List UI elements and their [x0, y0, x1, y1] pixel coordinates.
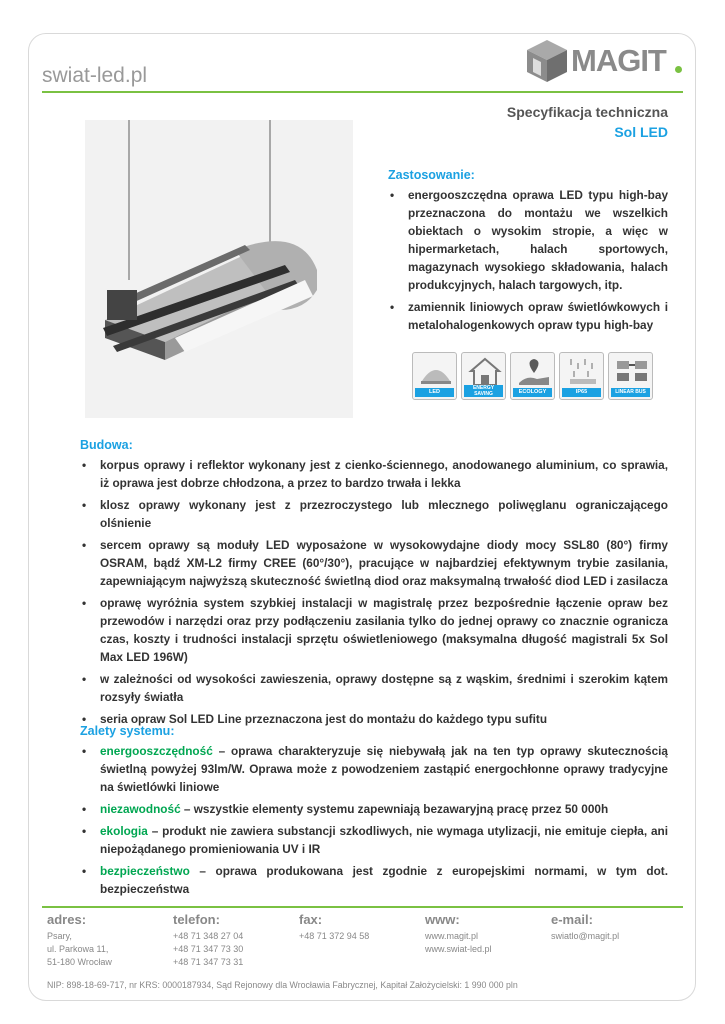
website-link[interactable]: www.magit.pl: [425, 931, 479, 941]
item-text: – oprawa produkowana jest zgodnie z europejskimi normami, w tym dot. bezpieczeństwa: [100, 864, 668, 896]
ecology-feature-icon: [510, 352, 555, 400]
footer-line: Psary,: [47, 931, 72, 941]
company-registration: NIP: 898-18-69-717, nr KRS: 0000187934, Sąd Rejonowy dla Wrocławia Fabrycznej, Kapitał Założycielski: 1 990 000 pln: [47, 980, 518, 990]
list-item: [80, 822, 668, 858]
keyword: ekologia: [100, 824, 148, 838]
footer-line: +48 71 372 94 58: [299, 931, 370, 941]
icon-label: ENERGY SAVING: [464, 385, 503, 397]
list-item: • energooszczędna oprawa LED typu high-bay przeznaczona do montażu we wszelkich obiektach o wysokim stropie, a więc w hipermarketach, halach sportowych, magazynach wysokiego składowania, halach produkcyjnych, halach targowych, itp.: [388, 186, 668, 294]
header-rule: [42, 91, 683, 93]
site-name: swiat-led.pl: [42, 64, 148, 87]
item-text: – oprawa charakteryzuje się niebywałą jak na ten typ oprawy skutecznością świetlną powyżej 93lm/W. Oprawa może z powodzeniem zastąpić energochłonne oprawy tradycyjne na świetlówki liniowe: [100, 744, 668, 794]
email-link[interactable]: swiatlo@magit.pl: [551, 931, 620, 941]
linear-bus-feature-icon: [608, 352, 653, 400]
footer-www: [425, 912, 551, 969]
feature-icons: [412, 352, 658, 402]
footer-heading: e-mail:: [551, 912, 593, 927]
footer-phone: [173, 912, 299, 969]
product-name: Sol LED: [614, 124, 668, 140]
footer-line: 51-180 Wrocław: [47, 957, 112, 967]
list-item: • oprawę wyróżnia system szybkiej instalacji w magistralę przez bezpośrednie łączenie opraw bez przewodów i narzędzi oraz przy podłączeniu zasilania tylko do jednej oprawy co znacznie ogranicza czas, koszty i trudności instalacji sprzętu oświetleniowego (maksymalna długość magistrali 5x Sol Max LED 196W): [80, 594, 668, 666]
website-link[interactable]: www.swiat-led.pl: [425, 944, 492, 954]
icon-label: LINEAR BUS: [611, 388, 650, 397]
footer-line: +48 71 348 27 04: [173, 931, 244, 941]
item-text: – produkt nie zawiera substancji szkodliwych, nie wymaga utylizacji, nie emituje ciepła, ani niepożądanego promieniowania UV i IR: [100, 824, 668, 856]
footer-heading: fax:: [299, 912, 323, 927]
ip65-feature-icon: [559, 352, 604, 400]
zalety-heading: Zalety systemu:: [80, 724, 175, 738]
footer-fax: [299, 912, 425, 969]
icon-label: LED: [415, 388, 454, 397]
zastosowanie-heading: Zastosowanie:: [388, 168, 475, 182]
zalety-list: [80, 742, 668, 902]
budowa-list: [80, 456, 668, 732]
zastosowanie-list: [388, 186, 668, 338]
list-item: [80, 800, 668, 818]
footer-line: +48 71 347 73 30: [173, 944, 244, 954]
list-item: • sercem oprawy są moduły LED wyposażone w wysokowydajne diody mocy SSL80 (80°) firmy OSRAM, bądź XM-L2 firmy CREE (60°/30°), pracujące w najbardziej efektywnym trybie zasilania, zapewniającym najwyższą skuteczność świetlną diod oraz maksymalną trwałość diod LED i zasilacza: [80, 536, 668, 590]
list-item: • w zależności od wysokości zawieszenia, oprawy dostępne są z wąskim, średnimi i szerokim kątem rozsyły światła: [80, 670, 668, 706]
footer-heading: adres:: [47, 912, 87, 927]
footer-line: ul. Parkowa 11,: [47, 944, 109, 954]
footer-line: +48 71 347 73 31: [173, 957, 244, 967]
keyword: energooszczędność: [100, 744, 213, 758]
list-item: [80, 862, 668, 898]
footer-heading: www:: [425, 912, 460, 927]
list-item: • seria opraw Sol LED Line przeznaczona jest do montażu do każdego typu sufitu: [80, 710, 668, 728]
list-item: • zamiennik liniowych opraw świetlówkowych i metalohalogenkowych opraw typu high-bay: [388, 298, 668, 334]
icon-label: IP65: [562, 388, 601, 397]
footer-heading: telefon:: [173, 912, 220, 927]
footer: [47, 912, 677, 969]
keyword: bezpieczeństwo: [100, 864, 190, 878]
footer-email: [551, 912, 677, 969]
list-item: • klosz oprawy wykonany jest z przezroczystego lub mlecznego poliwęglanu ograniczającego olśnienie: [80, 496, 668, 532]
list-item: [80, 742, 668, 796]
footer-address: [47, 912, 173, 969]
led-feature-icon: [412, 352, 457, 400]
list-item: • korpus oprawy i reflektor wykonany jest z cienko-ściennego, anodowanego aluminium, co sprawia, iż oprawa jest dobrze chłodzona, a przez to bardzo trwała i lekka: [80, 456, 668, 492]
magit-logo: [525, 38, 685, 86]
cube-logo-icon: [525, 38, 569, 84]
energy-saving-feature-icon: [461, 352, 506, 400]
budowa-heading: Budowa:: [80, 438, 133, 452]
keyword: niezawodność: [100, 802, 181, 816]
footer-rule: [42, 906, 683, 908]
icon-label: ECOLOGY: [513, 388, 552, 397]
spec-title: Specyfikacja techniczna: [506, 104, 668, 120]
product-photo: [85, 120, 353, 418]
logo-dot: [675, 66, 682, 73]
item-text: – wszystkie elementy systemu zapewniają bezawaryjną pracę przez 50 000h: [180, 802, 609, 816]
logo-wordmark: MAGIT: [571, 43, 666, 78]
